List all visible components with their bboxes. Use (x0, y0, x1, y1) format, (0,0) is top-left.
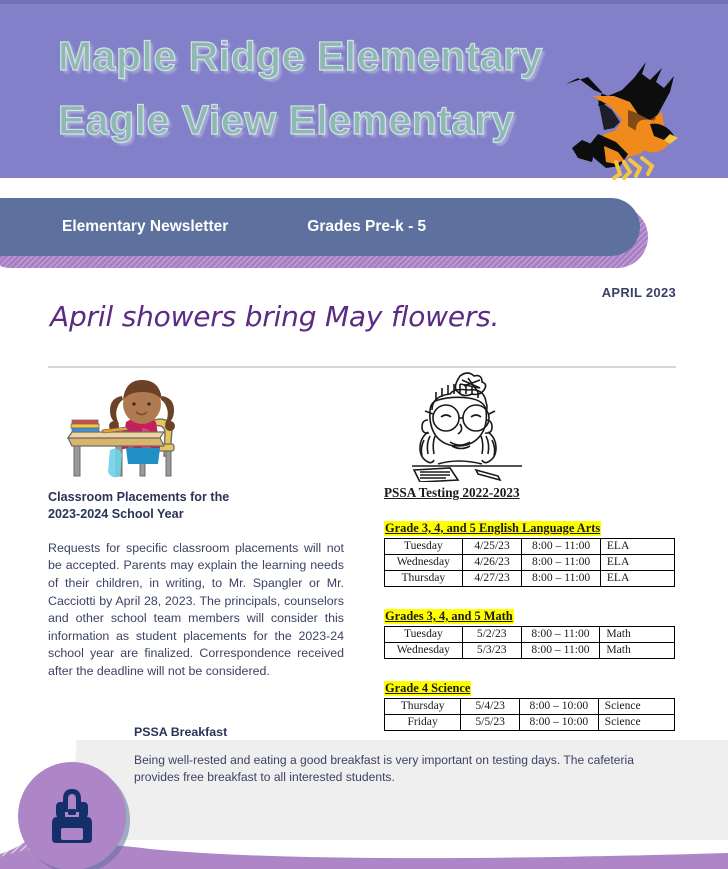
cell-date: 4/25/23 (462, 539, 522, 555)
footer-badge (18, 762, 126, 869)
breakfast-title: PSSA Breakfast (134, 725, 228, 739)
pssa-table-group-ela (384, 519, 676, 587)
backpack-icon (46, 789, 98, 843)
student-at-desk-illustration (54, 376, 224, 480)
banner-right-label: Grades Pre-k - 5 (307, 218, 427, 235)
pssa-table-group-math (384, 607, 676, 659)
cell-time: 8:00 – 11:00 (521, 627, 600, 643)
issue-headline: April showers bring May flowers. (50, 300, 500, 333)
table-row (385, 643, 675, 659)
cell-day: Thursday (385, 699, 461, 715)
cell-subject: ELA (600, 555, 674, 571)
cell-date: 5/2/23 (462, 627, 521, 643)
cell-day: Wednesday (385, 555, 463, 571)
table-row (385, 571, 675, 587)
eagle-icon (558, 62, 678, 180)
cell-time: 8:00 – 10:00 (520, 699, 599, 715)
table-row (385, 539, 675, 555)
cell-subject: ELA (600, 571, 674, 587)
horizontal-divider (48, 366, 676, 368)
cell-date: 5/5/23 (461, 715, 520, 731)
table-row (385, 627, 675, 643)
issue-date: APRIL 2023 (601, 285, 676, 300)
cell-date: 5/4/23 (461, 699, 520, 715)
school-title-line-1: Maple Ridge Elementary (58, 33, 543, 79)
cell-time: 8:00 – 11:00 (522, 555, 600, 571)
table-row (385, 699, 675, 715)
school-title-group (58, 33, 598, 143)
cell-subject: Science (598, 715, 674, 731)
cell-subject: Math (600, 627, 675, 643)
left-section-title-line-1: Classroom Placements for the (48, 490, 230, 504)
cell-day: Tuesday (385, 539, 463, 555)
cell-day: Tuesday (385, 627, 463, 643)
pssa-schedule-table-ela (384, 538, 675, 587)
pssa-table-caption: Grades 3, 4, and 5 Math (385, 609, 513, 623)
header-top-strip (0, 0, 728, 4)
pssa-table-group-science (384, 679, 676, 731)
banner-left-label: Elementary Newsletter (62, 218, 229, 235)
cell-date: 4/27/23 (462, 571, 522, 587)
pssa-table-caption: Grade 4 Science (385, 681, 471, 695)
cell-subject: Math (600, 643, 675, 659)
pssa-table-caption: Grade 3, 4, and 5 English Language Arts (385, 521, 601, 535)
cell-date: 5/3/23 (462, 643, 521, 659)
cell-time: 8:00 – 10:00 (520, 715, 599, 731)
newsletter-banner-pill (0, 198, 640, 256)
pssa-testing-heading: PSSA Testing 2022-2023 (384, 485, 520, 500)
right-column (384, 370, 676, 731)
classroom-placements-body: Requests for specific classroom placements will not be accepted. Parents may explain the learning needs of their children, in writing, to Mr. Spangler or Mr. Cacciotti by April 28, 2023. The principals, counselors and other school team members will consider this information as student placements for the 2023-24 school year are finalized. Correspondence received after the deadline will not be considered. (48, 540, 344, 679)
cell-time: 8:00 – 11:00 (522, 539, 600, 555)
pssa-schedule-table-math (384, 626, 675, 659)
breakfast-body: Being well-rested and eating a good breakfast is very important on testing days. The cafeteria provides free breakfast to all interested students. (134, 753, 634, 785)
school-title-line-2: Eagle View Elementary (58, 96, 515, 143)
left-section-title (48, 489, 344, 524)
cell-subject: ELA (600, 539, 674, 555)
cell-day: Wednesday (385, 643, 463, 659)
table-row (385, 555, 675, 571)
cell-date: 4/26/23 (462, 555, 522, 571)
cell-subject: Science (598, 699, 674, 715)
cell-day: Thursday (385, 571, 463, 587)
pssa-breakfast-section (134, 725, 654, 786)
student-taking-test-illustration (402, 370, 534, 482)
cell-day: Friday (385, 715, 461, 731)
cell-time: 8:00 – 11:00 (521, 643, 600, 659)
cell-time: 8:00 – 11:00 (522, 571, 600, 587)
left-column (48, 376, 344, 681)
left-section-title-line-2: 2023-2024 School Year (48, 507, 184, 522)
